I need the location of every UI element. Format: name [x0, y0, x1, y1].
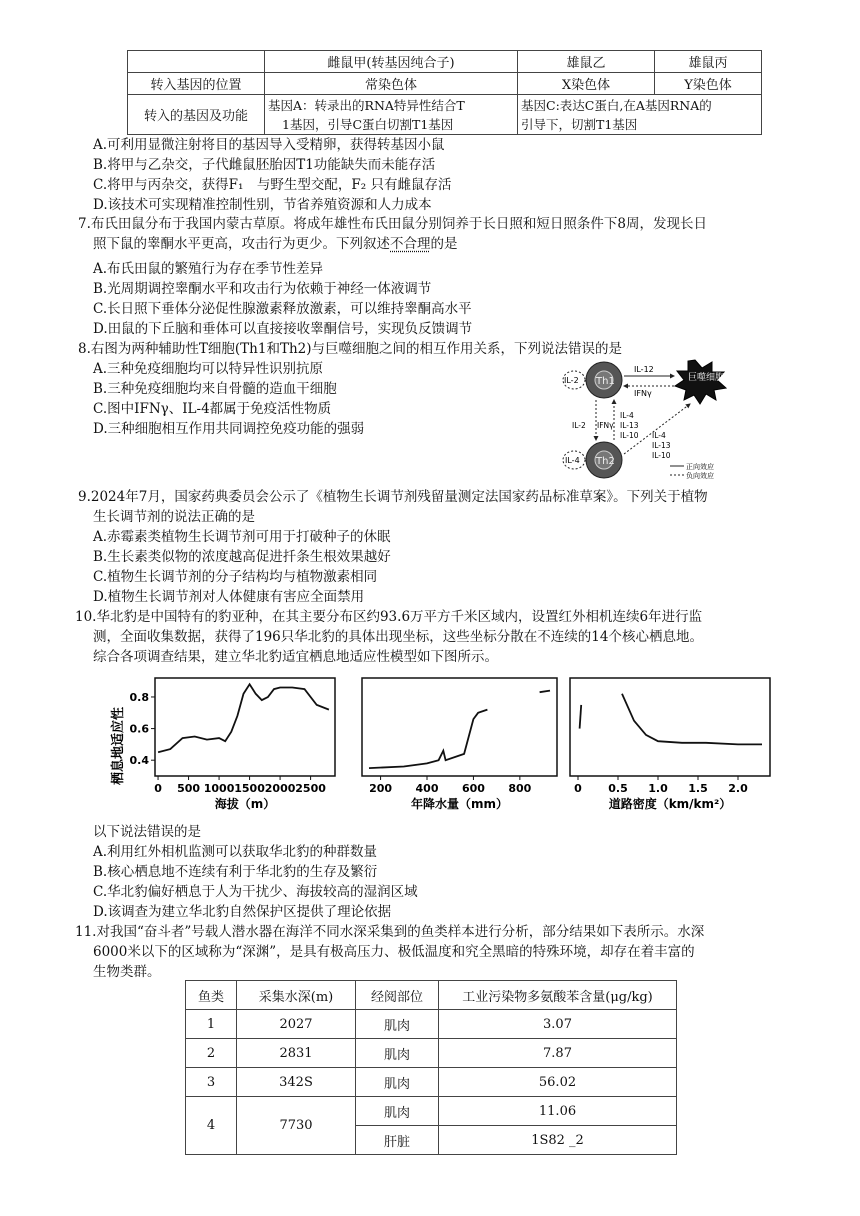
q10-stem-cont: 综合各项调查结果，建立华北豹适宜栖息地适应性模型如下图所示。 — [93, 649, 498, 665]
y-tick-label: 0.4 — [129, 754, 149, 768]
q10-stem: 10.华北豹是中国特有的豹亚种，在其主要分布区约93.6万平方千米区域内，设置红外相机连续6年进行监 — [75, 609, 703, 625]
q8-stem: 8.右图为两种辅助性T细胞(Th1和Th2)与巨噬细胞之间的相互作用关系，下列说法错误的是 — [78, 341, 622, 357]
y-tick-label: 0.6 — [129, 722, 149, 736]
q6-option-d: D.该技术可实现精准控制性别，节省养殖资源和人力成本 — [93, 197, 432, 213]
x-tick-label: 1.5 — [688, 782, 708, 795]
cell-line: 引导下，切割T1基因 — [521, 116, 638, 132]
table-header-cell: 采集水深(m) — [237, 981, 356, 1010]
table-cell: 肌肉 — [356, 1068, 439, 1097]
series-line — [158, 684, 329, 752]
x-tick-label: 0.5 — [608, 782, 628, 795]
x-axis-label: 道路密度（km/km²） — [608, 797, 732, 811]
cell-line: 1基因，引导C蛋白切割T1基因 — [282, 116, 454, 132]
il4-label-bottom: IL-4 — [565, 456, 580, 465]
table-cell: 56.02 — [439, 1068, 677, 1097]
th2-label: Th2 — [596, 456, 615, 467]
q8-option-d: D.三种细胞相互作用共同调控免疫功能的强弱 — [93, 421, 365, 437]
q8-option-a: A.三种免疫细胞均可以特异性识别抗原 — [93, 361, 324, 377]
x-tick-label: 600 — [461, 782, 485, 795]
plot-frame — [570, 678, 770, 776]
th1-label: Th1 — [596, 376, 615, 387]
table-cell: 肝脏 — [356, 1126, 439, 1155]
table-cell: 1S82 _2 — [439, 1126, 677, 1155]
q8-option-c: C.图中IFNγ、IL-4都属于免疫活性物质 — [93, 401, 332, 417]
table-cell: 肌肉 — [356, 1010, 439, 1039]
table-cell: 2831 — [237, 1039, 356, 1068]
plot-frame — [362, 678, 557, 776]
immune-cell-diagram — [560, 358, 740, 480]
table-cell: X染色体 — [518, 73, 655, 95]
mid-label: IFNγ — [597, 421, 614, 430]
x-tick-label: 2500 — [295, 782, 326, 795]
q7-stem-cont — [93, 234, 458, 254]
legend-neg: 负向效应 — [686, 472, 714, 480]
charts-group — [130, 678, 771, 811]
legend-pos: 正向效应 — [686, 463, 714, 471]
mid2-label: IL-4 — [620, 411, 634, 420]
q9-option-b: B.生长素类似物的浓度越高促进扦条生根效果越好 — [93, 549, 391, 565]
y-tick-label: 0.8 — [129, 690, 149, 704]
x-tick-label: 200 — [369, 782, 393, 795]
q10-question: 以下说法错误的是 — [93, 824, 201, 840]
q11-stem-cont: 6000米以下的区域称为“深渊”，是具有极高压力、极低温度和究全黑暗的特殊环境，却存在着丰富的 — [93, 944, 695, 960]
series-line — [369, 710, 487, 769]
q9-option-d: D.植物生长调节剂对人体健康有害应全面禁用 — [93, 589, 365, 605]
q9-option-a: A.赤霉素类植物生长调节剂可用于打破种子的休眠 — [93, 529, 391, 545]
table-cell: 3 — [186, 1068, 237, 1097]
q6-option-c: C.将甲与丙杂交，获得F₁ 与野生型交配，F₂ 只有雌鼠存活 — [93, 177, 452, 193]
table-header-cell: 经阅部位 — [356, 981, 439, 1010]
x-tick-label: 0 — [574, 782, 582, 795]
q9-stem: 9.2024年7月，国家药典委员会公示了《植物生长调节剂残留量测定法国家药品标准草案》。下列关于植物 — [78, 489, 708, 505]
table-row-label: 转入的基因及功能 — [128, 95, 265, 135]
gene-table — [127, 50, 762, 135]
table-cell: 肌肉 — [356, 1097, 439, 1126]
q7-option-b: B.光周期调控睾酮水平和攻击行为依赖于神经一体液调节 — [93, 281, 432, 297]
il2-label-top: IL-2 — [564, 376, 579, 385]
right-label: IL-4 — [652, 431, 666, 440]
table-cell — [518, 95, 762, 135]
table-cell: 7730 — [237, 1097, 356, 1155]
table-cell — [265, 95, 518, 135]
q7-option-a: A.布氏田鼠的繁殖行为存在季节性差异 — [93, 261, 324, 277]
table-cell: 4 — [186, 1097, 237, 1155]
q10-option-c: C.华北豹偏好栖息于人为干扰少、海拔较高的湿润区域 — [93, 884, 418, 900]
q6-option-a: A.可利用显微注射将目的基因导入受精卵，获得转基因小鼠 — [93, 137, 445, 153]
table-cell: 2 — [186, 1039, 237, 1068]
table-cell — [128, 51, 265, 73]
q10-option-d: D.该调查为建立华北豹自然保护区提供了理论依据 — [93, 904, 392, 920]
table-cell: 肌肉 — [356, 1039, 439, 1068]
q11-stem-cont: 生物类群。 — [93, 964, 161, 980]
x-tick-label: 1.0 — [648, 782, 668, 795]
q10-stem-cont: 测，全面收集数据，获得了196只华北豹的具体出现坐标，这些坐标分散在不连续的14个核心栖息地。 — [93, 629, 703, 645]
table-cell: 342S — [237, 1068, 356, 1097]
x-tick-label: 0 — [154, 782, 162, 795]
q7-emphasis: 不合理 — [390, 236, 431, 252]
q7-option-c: C.长日照下垂体分泌促性腺激素释放激素，可以维持睾酮高水平 — [93, 301, 472, 317]
table-cell: 2027 — [237, 1010, 356, 1039]
y-axis-label: 栖息地适应性 — [111, 706, 126, 785]
mid2-label: IL-13 — [620, 421, 639, 430]
table-header-cell: 雄鼠乙 — [518, 51, 655, 73]
q11-stem: 11.对我国“奋斗者”号载人潜水器在海洋不同水深采集到的鱼类样本进行分析，部分结果如下表所示。水深 — [75, 924, 705, 940]
series-segment — [580, 705, 582, 729]
mid2-label: IL-10 — [620, 431, 639, 440]
x-tick-label: 800 — [508, 782, 532, 795]
x-axis-label: 海拔（m） — [214, 797, 276, 811]
series-segment — [540, 691, 550, 693]
habitat-charts — [100, 673, 780, 823]
table-header-cell: 鱼类 — [186, 981, 237, 1010]
fish-table — [185, 980, 677, 1155]
macrophage-label: 巨噬细胞 — [688, 373, 725, 383]
x-axis-label: 年降水量（mm） — [410, 797, 509, 811]
series-line — [622, 694, 762, 745]
il12-label: IL-12 — [634, 365, 654, 374]
table-row — [186, 1068, 677, 1097]
x-tick-label: 500 — [177, 782, 201, 795]
q10-option-b: B.核心栖息地不连续有利于华北豹的生存及繁衍 — [93, 864, 378, 880]
table-cell: 常染色体 — [265, 73, 518, 95]
q8-option-b: B.三种免疫细胞均来自骨髓的造血干细胞 — [93, 381, 337, 397]
cell-line: 基因C:表达C蛋白,在A基因RNA的 — [521, 97, 712, 113]
ifn-label: IFNγ — [634, 389, 652, 398]
q7-option-d: D.田鼠的下丘脑和垂体可以直接接收睾酮信号，实现负反馈调节 — [93, 321, 473, 337]
q6-option-b: B.将甲与乙杂交，子代雌鼠胚胎因T1功能缺失而未能存活 — [93, 157, 436, 173]
cell-line: 基因A：转录出的RNA特异性结合T — [268, 97, 465, 113]
table-cell: 3.07 — [439, 1010, 677, 1039]
table-row — [186, 1039, 677, 1068]
table-cell: Y染色体 — [655, 73, 762, 95]
q9-stem-cont: 生长调节剂的说法正确的是 — [93, 509, 255, 525]
x-tick-label: 2000 — [264, 782, 296, 795]
right-label: IL-10 — [652, 451, 671, 460]
mid-label: IL-2 — [572, 421, 586, 430]
table-header-cell: 雄鼠丙 — [655, 51, 762, 73]
table-row — [186, 1097, 677, 1126]
q7-stem-part: 的是 — [430, 236, 458, 252]
table-header-cell: 工业污染物多氨酸苯含量(μg/kg) — [439, 981, 677, 1010]
q9-option-c: C.植物生长调节剂的分子结构均与植物激素相同 — [93, 569, 378, 585]
x-tick-label: 1500 — [234, 782, 265, 795]
table-cell: 11.06 — [439, 1097, 677, 1126]
table-row-label: 转入基因的位置 — [128, 73, 265, 95]
q7-stem: 7.布氏田鼠分布于我国内蒙古草原。将成年雄性布氏田鼠分别饲养于长日照和短日照条件下8周，发现长日 — [78, 216, 707, 232]
right-label: IL-13 — [652, 441, 671, 450]
q10-option-a: A.利用红外相机监测可以获取华北豹的种群数量 — [93, 844, 378, 860]
table-cell: 7.87 — [439, 1039, 677, 1068]
table-header-cell: 雌鼠甲(转基因纯合子) — [265, 51, 518, 73]
table-row — [186, 1010, 677, 1039]
x-tick-label: 2.0 — [728, 782, 748, 795]
table-cell: 1 — [186, 1010, 237, 1039]
q7-stem-part: 照下鼠的睾酮水平更高，攻击行为更少。下列叙述 — [93, 236, 390, 252]
x-tick-label: 400 — [415, 782, 439, 795]
x-tick-label: 1000 — [203, 782, 235, 795]
